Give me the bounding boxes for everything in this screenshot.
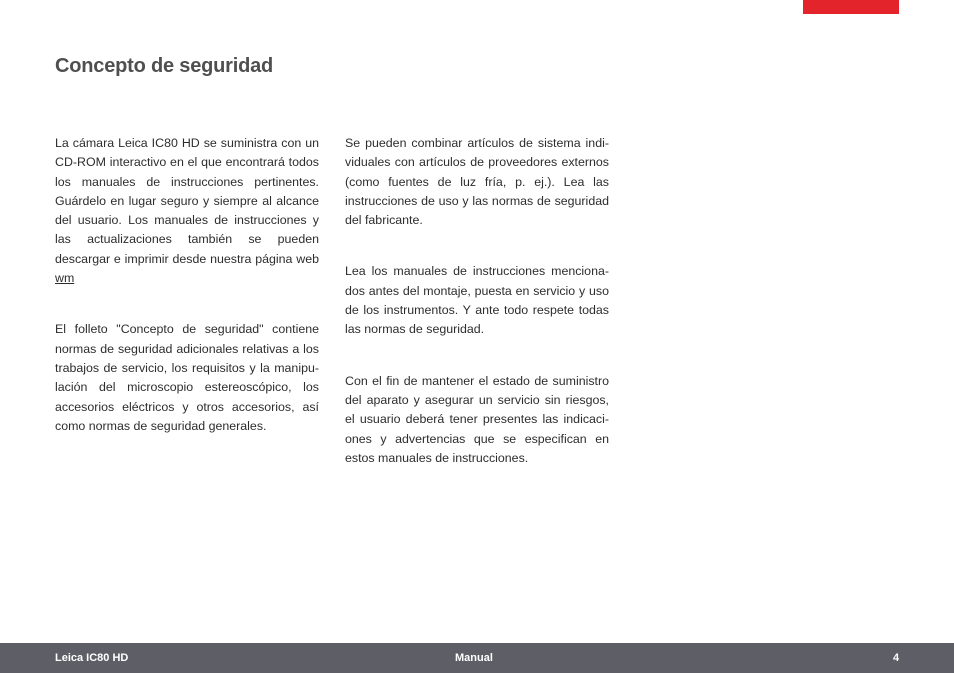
footer-page-number: 4 — [893, 652, 900, 664]
paragraph-read-manuals: Lea los manuales de instrucciones mencionados antes del montaje, puesta en servicio y uso de los instrumentos. Y ante todo respete todas las normas de seguridad. — [345, 264, 609, 337]
page-title: Concepto de seguridad — [55, 55, 274, 77]
footer-product-name: Leica IC80 HD — [55, 652, 129, 664]
paragraph-cd-rom — [55, 134, 319, 288]
footer-doc-type: Manual — [455, 652, 493, 664]
paragraph-safety-booklet: El folleto "Concepto de seguridad" contiene normas de seguridad adicionales relativas a los trabajos de servicio, los requisitos y la manipulación del microscopio estereoscópico, los accesorios eléctricos y otros accesorios, así como normas de seguridad generales. — [55, 322, 319, 433]
website-link[interactable]: wm — [55, 271, 75, 286]
paragraph-cd-rom-text: La cámara Leica IC80 HD se suministra con un CD-ROM interactivo en el que encontrará todos los manuales de instrucciones pertinentes. Guárdelo en lugar seguro y siempre al alcance del usuario. Los manuales de instrucciones y las actualizaciones también se pueden descargar e imprimir desde nuestra página web — [55, 136, 319, 266]
right-column — [345, 134, 609, 468]
paragraph-third-party-items: Se pueden combinar artículos de sistema individuales con artículos de proveedores externos (como fuentes de luz fría, p. ej.). Lea las instrucciones de uso y las normas de seguridad del fabricante. — [345, 136, 609, 228]
footer-bar — [0, 643, 954, 673]
red-tab-marker — [803, 0, 899, 14]
left-column — [55, 134, 319, 436]
paragraph-maintain-state: Con el fin de mantener el estado de suministro del aparato y asegurar un servicio sin riesgos, el usuario deberá tener presentes las indicaciones y advertencias que se especifican en estos manuales de instrucciones. — [345, 373, 609, 465]
